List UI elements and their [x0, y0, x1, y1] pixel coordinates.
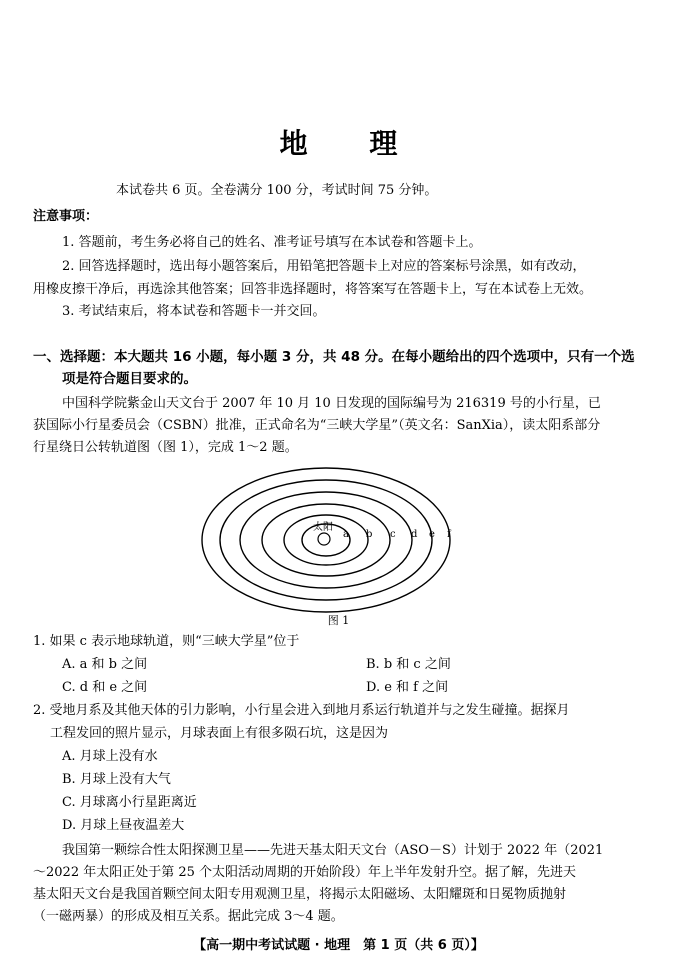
- passage-line: 行星绕日公转轨道图（图 1），完成 1～2 题。: [33, 440, 298, 455]
- page-title: 地 理: [279, 127, 424, 160]
- passage-line: 我国第一颗综合性太阳探测卫星——先进天基太阳天文台（ASO－S）计划于 2022 年（2021: [62, 843, 604, 858]
- q2-option-a: A. 月球上没有水: [62, 749, 158, 764]
- orbit-label-f: f: [447, 529, 451, 540]
- notice-heading: 注意事项：: [33, 209, 99, 224]
- orbit-label-b: b: [366, 529, 373, 540]
- q2-option-c: C. 月球离小行星距离近: [62, 795, 197, 810]
- q1-option-c: C. d 和 e 之间: [62, 680, 148, 695]
- q1-option-d: D. e 和 f 之间: [366, 680, 449, 695]
- q2-option-d: D. 月球上昼夜温差大: [62, 818, 185, 833]
- q1-option-b: B. b 和 c 之间: [366, 657, 451, 672]
- orbit-label-c: c: [390, 529, 396, 540]
- passage-line: 中国科学院紫金山天文台于 2007 年 10 月 10 日发现的国际编号为 216319 号的小行星，已: [62, 396, 601, 411]
- notice-item: 用橡皮擦干净后，再选涂其他答案；回答非选择题时，将答案写在答题卡上，写在本试卷上无效。: [33, 282, 593, 297]
- orbit-label-d: d: [411, 529, 418, 540]
- section-heading-cont: 项是符合题目要求的。: [62, 371, 197, 387]
- orbit-diagram: [200, 460, 480, 628]
- notice-item: 1. 答题前，考生务必将自己的姓名、准考证号填写在本试卷和答题卡上。: [62, 235, 482, 250]
- intro-text: 本试卷共 6 页。全卷满分 100 分，考试时间 75 分钟。: [116, 183, 438, 198]
- figure-caption: 图 1: [327, 614, 350, 627]
- q1-option-a: A. a 和 b 之间: [62, 657, 148, 672]
- passage-line: 基太阳天文台是我国首颗空间太阳专用观测卫星，将揭示太阳磁场、太阳耀斑和日冕物质抛射: [33, 887, 567, 902]
- q2-option-b: B. 月球上没有大气: [62, 772, 171, 787]
- page-footer: 【高一期中考试试题 · 地理 第 1 页（共 6 页）】: [193, 938, 484, 953]
- sun-dot: [318, 533, 330, 545]
- question-1-stem: 1. 如果 c 表示地球轨道，则“三峡大学星”位于: [33, 634, 300, 649]
- section-heading: 一、选择题：本大题共 16 小题，每小题 3 分，共 48 分。在每小题给出的四个选项中，只有一个选: [33, 349, 635, 365]
- orbit-label-a: a: [343, 529, 349, 540]
- passage-line: （一磁两暴）的形成及相互关系。据此完成 3～4 题。: [33, 909, 344, 924]
- sun-label: 太阳: [313, 522, 333, 533]
- notice-item: 2. 回答选择题时，选出每小题答案后，用铅笔把答题卡上对应的答案标号涂黑，如有改动，: [62, 259, 586, 274]
- passage-line: 获国际小行星委员会（CSBN）批准，正式命名为“三峡大学星”（英文名：SanXia），读太阳系部分: [33, 418, 601, 433]
- question-2-stem-cont: 工程发回的照片显示，月球表面上有很多陨石坑，这是因为: [50, 726, 389, 741]
- notice-item: 3. 考试结束后，将本试卷和答题卡一并交回。: [62, 304, 326, 319]
- passage-line: ～2022 年太阳正处于第 25 个太阳活动周期的开始阶段）年上半年发射升空。据了解，先进天: [33, 865, 577, 880]
- orbit-label-e: e: [429, 529, 435, 540]
- question-2-stem: 2. 受地月系及其他天体的引力影响，小行星会进入到地月系运行轨道并与之发生碰撞。据探月: [33, 703, 570, 718]
